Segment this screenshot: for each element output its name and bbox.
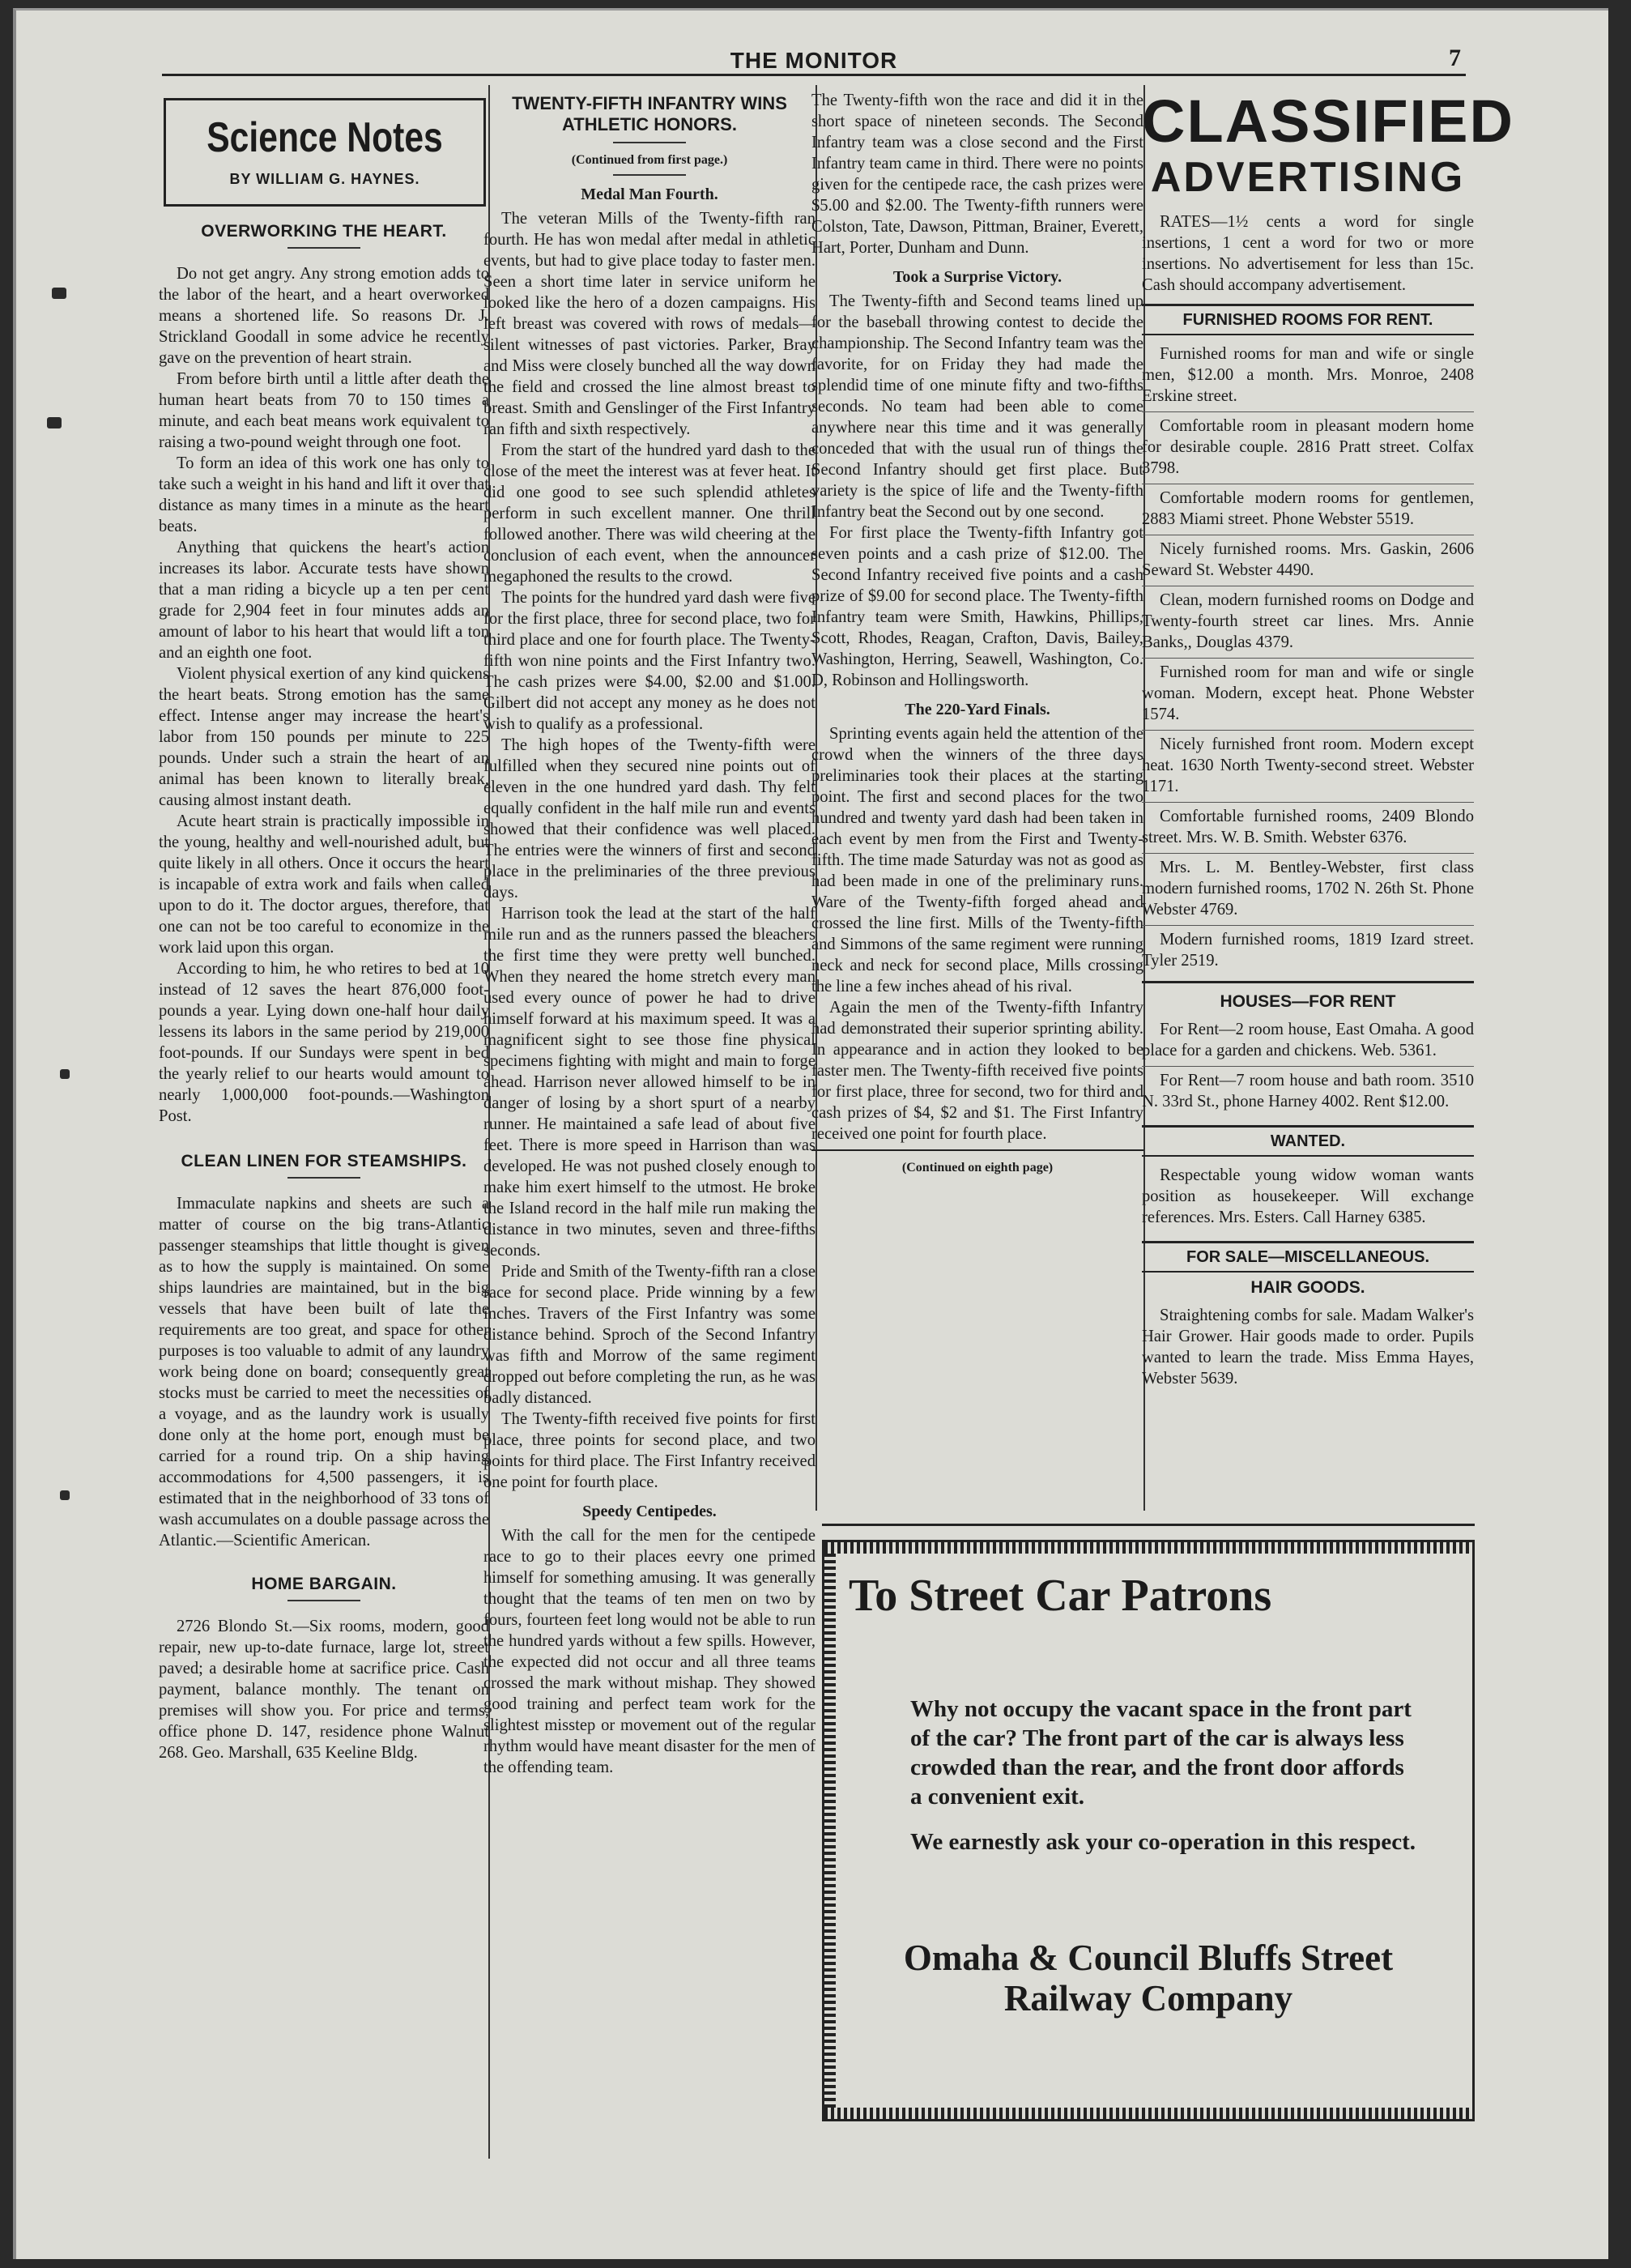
science-byline: BY WILLIAM G. HAYNES. bbox=[229, 171, 420, 187]
article-paragraph: For first place the Twenty-fifth Infantry got seven points and a cash prize of $12.00. The Second Infantry received five points and a cash prize of $9.00 for second place. The Twenty-fifth Infantry team were Smith, Hawkins, Phillips, Scott, Rhodes, Reagan, Crafton, Davis, Bailey, Washington, Herring, Seawell, Washington, Co. D, Robinson and Hollingsworth. bbox=[811, 524, 1143, 689]
continued-note: (Continued from first page.) bbox=[571, 153, 728, 167]
ad-text: Furnished room for man and wife or single woman. Modern, except heat. Phone Webster 1574. bbox=[1142, 663, 1474, 723]
divider bbox=[811, 1149, 1143, 1151]
ad-text: Comfortable furnished rooms, 2409 Blondo street. Mrs. W. B. Smith. Webster 6376. bbox=[1142, 808, 1474, 846]
infantry-headline: TWENTY-FIFTH INFANTRY WINS ATHLETIC HONORS. bbox=[512, 93, 787, 134]
rates-text: RATES—1½ cents a word for single insertions, 1 cent a word for two or more insertions. No advertisement for less than 15c. Cash should accompany advertisement. bbox=[1142, 213, 1474, 294]
page-number: 7 bbox=[1449, 45, 1461, 71]
article-paragraph: Violent physical exertion of any kind quickens the heart beats. Strong emotion has the same effect. Intense anger may increase the heart's labor from 150 pounds per minute to 225 pounds. Under such a strain the heart of an animal has been known to literally break, causing almost instant death. bbox=[159, 665, 489, 809]
classified-ad bbox=[1142, 586, 1474, 659]
ad-border-decoration bbox=[824, 1542, 1472, 1554]
divider bbox=[822, 1524, 1475, 1526]
subhead-surprise: Took a Surprise Victory. bbox=[892, 268, 1062, 286]
infantry-column-2 bbox=[811, 90, 1143, 1182]
ad-text: For Rent—7 room house and bath room. 3510 N. 33rd St., phone Harney 4002. Rent $12.00. bbox=[1142, 1072, 1474, 1111]
ad-text: Modern furnished rooms, 1819 Izard street. Tyler 2519. bbox=[1142, 931, 1474, 970]
science-notes-title: Science Notes bbox=[207, 114, 443, 161]
article-paragraph: The veteran Mills of the Twenty-fifth ran fourth. He has won medal after medal in athletic events, but had to give place today to faster men. Seen a short time later in service uniform he looked like the hero of a dozen campaigns. His left breast was covered with rows of medals—silent witnesses of past victories. Parker, Bray and Miss were closely bunched all the way down the field and crossed the line almost breast to breast. Smith and Genslinger of the First Infantry ran fifth and sixth respectively. bbox=[483, 210, 816, 438]
classified-ad bbox=[1142, 1302, 1474, 1394]
wanted-section-head: WANTED. bbox=[1142, 1125, 1474, 1157]
hair-section-head: HAIR GOODS. bbox=[1250, 1278, 1365, 1297]
classified-ad bbox=[1142, 659, 1474, 731]
divider bbox=[613, 174, 686, 176]
classified-column bbox=[1142, 87, 1514, 1394]
ad-text: Furnished rooms for man and wife or single men, $12.00 a month. Mrs. Monroe, 2408 Erskine street. bbox=[1142, 345, 1474, 405]
subhead-medal: Medal Man Fourth. bbox=[581, 185, 718, 203]
rooms-section-head: FURNISHED ROOMS FOR RENT. bbox=[1142, 304, 1474, 335]
ad-text: Nicely furnished front room. Modern except heat. 1630 North Twenty-second street. Webster 1171. bbox=[1142, 735, 1474, 795]
article-paragraph: The Twenty-fifth received five points for first place, three points for second place, and two points for third place. The First Infantry received one point for fourth place. bbox=[483, 1410, 816, 1491]
ad-text: For Rent—2 room house, East Omaha. A good place for a garden and chickens. Web. 5361. bbox=[1142, 1021, 1474, 1059]
classified-ad bbox=[1142, 854, 1474, 926]
continued-end-note: (Continued on eighth page) bbox=[901, 1161, 1054, 1174]
divider bbox=[287, 247, 360, 249]
subhead-finals: The 220-Yard Finals. bbox=[905, 701, 1050, 718]
science-notes-box bbox=[164, 98, 486, 207]
classified-ad bbox=[1142, 484, 1474, 535]
classified-subtitle: ADVERTISING bbox=[1150, 154, 1466, 201]
ad-headline: To Street Car Patrons bbox=[849, 1571, 1272, 1621]
article-paragraph: The points for the hundred yard dash were five for the first place, three for second place, two for third place and one for fourth place. The Twenty-fifth won nine points and the First Infantry two. The cash prizes were $4.00, $2.00 and $1.00. Gilbert did not accept any money as he does not wish to qualify as a professional. bbox=[483, 589, 816, 733]
article-paragraph: The high hopes of the Twenty-fifth were fulfilled when they secured nine points out of eleven in the one hundred yard dash. Thy felt equally confident in the half mile run and events showed that their confidence was well placed. The entries were the winners of first and second place in the preliminaries of the three previous days. bbox=[483, 736, 816, 902]
heart-headline: OVERWORKING THE HEART. bbox=[201, 222, 447, 241]
binding-hole-mark bbox=[47, 417, 62, 428]
classified-title: CLASSIFIED bbox=[1142, 87, 1514, 155]
binding-hole-mark bbox=[52, 288, 66, 299]
classified-ad bbox=[1142, 1162, 1474, 1233]
ad-text: Nicely furnished rooms. Mrs. Gaskin, 2606 Seward St. Webster 4490. bbox=[1142, 540, 1474, 579]
binding-hole-mark bbox=[60, 1490, 70, 1500]
article-paragraph: The Twenty-fifth won the race and did it in the short space of nineteen seconds. The Second Infantry team was a close second and the First Infantry team came in third. There were no points given for the centipede race, the cash prizes were $5.00 and $2.00. The Twenty-fifth runners were Colston, Tate, Dawson, Pittman, Brainer, Everett, Hart, Porter, Dunham and Dunn. bbox=[811, 92, 1143, 257]
streetcar-advertisement bbox=[822, 1540, 1475, 2121]
article-paragraph: From before birth until a little after death the human heart beats from 70 to 150 times a minute, and each beat means work equivalent to raising a two-pound weight through one foot. bbox=[159, 370, 489, 451]
classified-ad bbox=[1142, 1016, 1474, 1067]
article-paragraph: From the start of the hundred yard dash to the close of the meet the interest was at fever heat. It did one good to see such splendid athletes perform in such excellent manner. One thrill followed another. There was wild cheering at the conclusion of each event, when the announcer megaphoned the results to the crowd. bbox=[483, 441, 816, 586]
ad-border-decoration bbox=[824, 1554, 836, 2108]
ad-text: Clean, modern furnished rooms on Dodge and Twenty-fourth street car lines. Mrs. Annie Banks,, Douglas 4379. bbox=[1142, 591, 1474, 651]
classified-ad bbox=[1142, 340, 1474, 412]
article-paragraph: Do not get angry. Any strong emotion adds to the labor of the heart, and a heart overworked means a shortened life. So reasons Dr. J. Strickland Goodall in some advice he recently gave on the prevention of heart strain. bbox=[159, 265, 489, 367]
classified-ad bbox=[1142, 926, 1474, 976]
article-paragraph: Sprinting events again held the attention of the crowd when the winners of the three days preliminaries took their places at the starting point. The first and second places for the two hundred and twenty yard dash had been taken in each event by men from the First and Twenty-fifth. The time made Saturday was not as good as had been made in one of the preliminary runs. Ware of the Twenty-fifth forged ahead and crossed the line first. Mills of the Twenty-fifth and Simmons of the same regiment were running neck and neck for second place, Mills crossing the line a few inches ahead of his rival. bbox=[811, 725, 1143, 995]
newspaper-page bbox=[13, 8, 1608, 2259]
infantry-column-1 bbox=[483, 90, 816, 1778]
article-paragraph: Immaculate napkins and sheets are such a matter of course on the big trans-Atlantic passenger steamships that little thought is given as to how the supply is maintained. On some ships laundries are maintained, but in the big vessels that have been built of late the requirements are too great, and space for other purposes is too valuable to admit of any laundry work being done on board; consequently great stocks must be carried to meet the necessities of a voyage, and as the laundry work is usually done only at the home port, enough must be carried for a round trip. On a ship having accommodations for 4,500 passengers, it is estimated that in the neighborhood of 33 tons of wash accumulates on a double passage across the Atlantic.—Scientific American. bbox=[159, 1195, 489, 1550]
science-column bbox=[159, 92, 489, 1763]
ad-border-decoration bbox=[824, 2108, 1472, 2119]
ad-body: Why not occupy the vacant space in the front part of the car? The front part of the car is always less crowded than the rear, and the front door affords a convenient exit. bbox=[910, 1696, 1412, 1810]
classified-ad bbox=[1142, 535, 1474, 586]
article-paragraph: 2726 Blondo St.—Six rooms, modern, good repair, new up-to-date furnace, large lot, street paved; a desirable home at sacrifice price. Cash payment, balance monthly. The tenant on premises will show you. For price and terms, office phone D. 147, residence phone Walnut 268. Geo. Marshall, 635 Keeline Bldg. bbox=[159, 1618, 489, 1762]
ad-text: Mrs. L. M. Bentley-Webster, first class modern furnished rooms, 1702 N. 26th St. Phone Webster 4769. bbox=[1142, 859, 1474, 919]
divider bbox=[1142, 981, 1474, 983]
article-paragraph: To form an idea of this work one has only to take such a weight in his hand and lift it over that distance as many times in a minute as the heart beats. bbox=[159, 454, 489, 535]
ad-text: Straightening combs for sale. Madam Walker's Hair Grower. Hair goods made to order. Pupils wanted to learn the trade. Miss Emma Hayes, Webster 5639. bbox=[1142, 1307, 1474, 1388]
ad-text: Comfortable modern rooms for gentlemen, 2883 Miami street. Phone Webster 5519. bbox=[1142, 489, 1474, 528]
article-paragraph: Anything that quickens the heart's action increases its labor. Accurate tests have shown that a man riding a bicycle up a ten per cent grade for 2,904 feet in four minutes adds an amount of labor to his heart that would lift a ton and an eighth one foot. bbox=[159, 539, 489, 662]
ad-request: We earnestly ask your co-operation in this respect. bbox=[910, 1829, 1416, 1855]
ad-text: Respectable young widow woman wants position as housekeeper. Will exchange references. Mrs. Esters. Call Harney 6385. bbox=[1142, 1166, 1474, 1226]
bargain-headline: HOME BARGAIN. bbox=[251, 1575, 397, 1593]
binding-hole-mark bbox=[60, 1069, 70, 1079]
article-paragraph: Pride and Smith of the Twenty-fifth ran a close race for second place. Pride winning by a few inches. Travers of the First Infantry was some distance behind. Sproch of the Second Infantry was fifth and Morrow of the same regiment dropped out before completing the run, as he was badly distanced. bbox=[483, 1263, 816, 1407]
newspaper-title: THE MONITOR bbox=[730, 48, 898, 73]
article-paragraph: Acute heart strain is practically impossible in the young, healthy and well-nourished adult, but quite likely in all others. Once it occurs the heart is incapable of extra work and fails when called upon to do it. The doctor argues, therefore, that one can not be too careful to economize in the work laid upon this organ. bbox=[159, 812, 489, 957]
article-paragraph: Again the men of the Twenty-fifth Infantry had demonstrated their superior sprinting ability. In appearance and in action they looked to be faster men. The Twenty-fifth received five points for first place, three for second, two for third and cash prizes of $4, $2 and $1. The First Infantry received one point for fourth place. bbox=[811, 999, 1143, 1143]
houses-section-head: HOUSES—FOR RENT bbox=[1220, 992, 1396, 1011]
divider bbox=[613, 142, 686, 143]
subhead-centipedes: Speedy Centipedes. bbox=[582, 1503, 717, 1520]
classified-ad bbox=[1142, 412, 1474, 484]
classified-ad bbox=[1142, 803, 1474, 854]
classified-ad bbox=[1142, 731, 1474, 803]
article-paragraph: With the call for the men for the centipede race to go to their places eevry one primed himself for something amusing. It was generally thought that the teams of ten men on two by fours, fourteen feet long would not be able to run the hundred yards without a few spills. However, the expected did not occur and all three teams crossed the mark without mishap. They showed good training and perfect team work for the slightest misstep or movement out of the regular rhythm would have meant disaster for the men of the offending team. bbox=[483, 1527, 816, 1776]
sale-section-head: FOR SALE—MISCELLANEOUS. bbox=[1142, 1241, 1474, 1273]
divider bbox=[287, 1600, 360, 1601]
linen-headline: CLEAN LINEN FOR STEAMSHIPS. bbox=[181, 1152, 467, 1170]
article-paragraph: The Twenty-fifth and Second teams lined up for the baseball throwing contest to decide the championship. The Second Infantry team was the favorite, for on Friday they had made the splendid time of one minute fifty and two-fifths seconds. No team had been able to come anywhere near this time and it was generally conceded that with the usual run of things the Second Infantry should get first place. But variety is the spice of life and the Twenty-fifth Infantry beat the Second out by one second. bbox=[811, 292, 1143, 521]
classified-ad bbox=[1142, 1067, 1474, 1117]
divider bbox=[287, 1177, 360, 1179]
article-paragraph: According to him, he who retires to bed at 10 instead of 12 saves the heart 876,000 foot-pounds a year. Lying down one-half hour daily lessens its labors in the same period by 219,000 foot-pounds. If our Sundays were spent in bed the yearly relief to our hearts would amount to nearly 1,000,000 foot-pounds.—Washington Post. bbox=[159, 960, 489, 1125]
masthead bbox=[162, 41, 1466, 76]
article-paragraph: Harrison took the lead at the start of the half mile run and as the runners passed the bleachers the first time they were pretty well bunched. When they neared the home stretch every man used every ounce of power he had to drive himself forward at his maximum speed. It was a magnificent sight to see those fine physical specimens fighting with might and main to forge ahead. Harrison never allowed himself to be in danger of losing by a short spurt of a nearby runner. He maintained a safe lead of about five feet. There is more speed in Harrison than was developed. He was not pushed closely enough to make him exert himself to the utmost. He broke the Island record in the half mile run making the distance in two minutes, seven and three-fifths seconds. bbox=[483, 905, 816, 1260]
ad-text: Comfortable room in pleasant modern home for desirable couple. 2816 Pratt street. Colfax 3798. bbox=[1142, 417, 1474, 477]
ad-signature: Omaha & Council Bluffs Street Railway Company bbox=[903, 1938, 1394, 2019]
